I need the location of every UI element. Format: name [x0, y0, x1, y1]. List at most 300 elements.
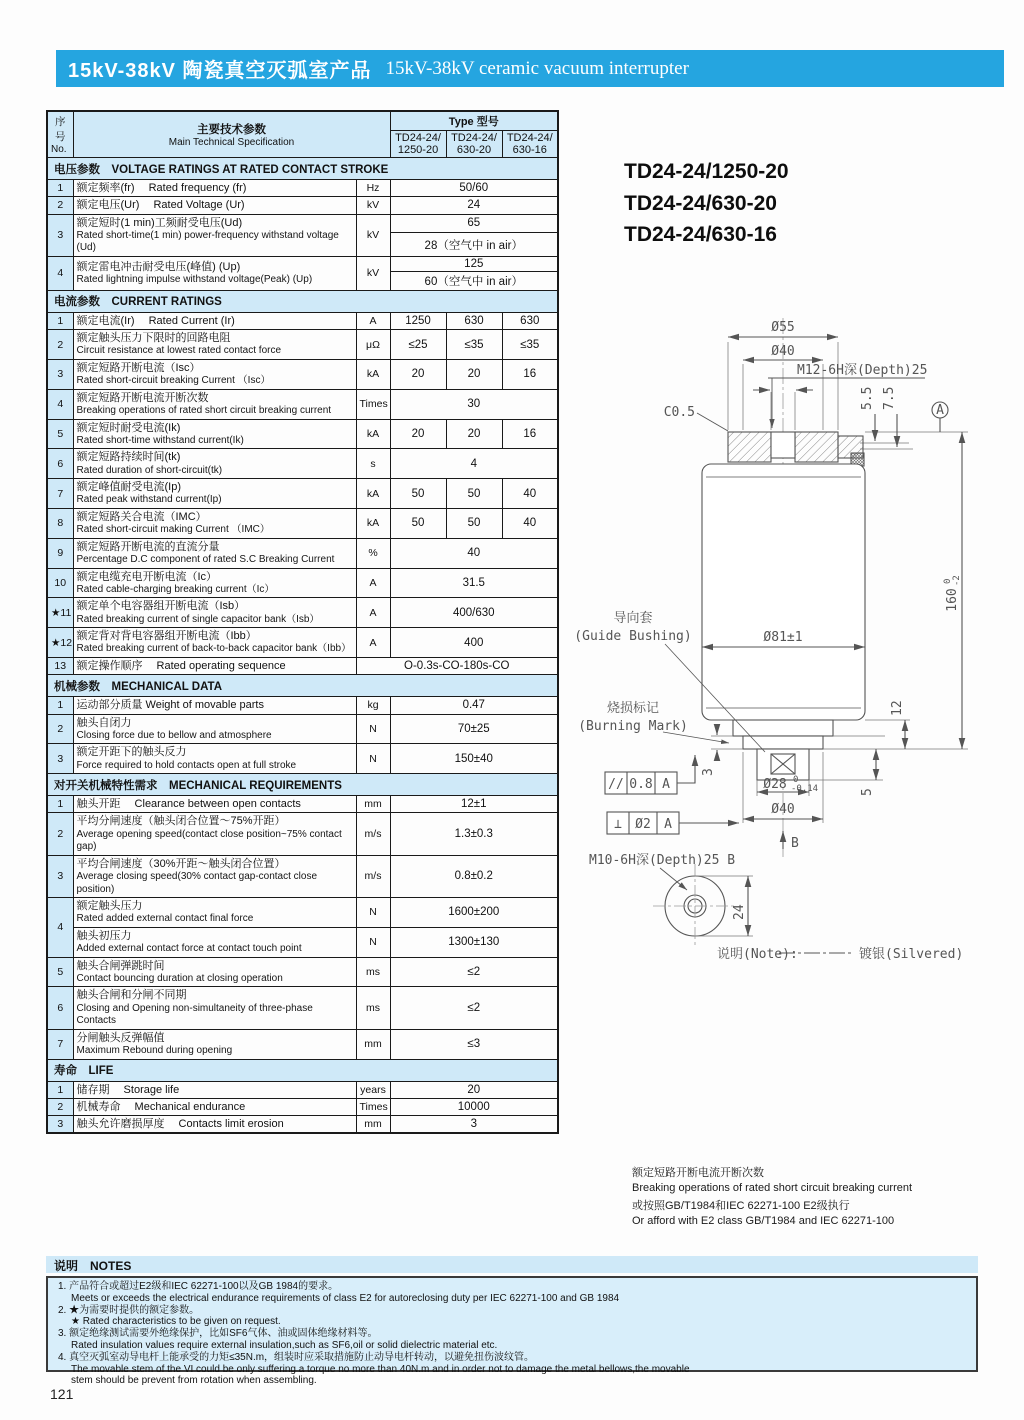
- row-name: [73, 1116, 356, 1134]
- row-unit: kg: [356, 697, 390, 714]
- row-unit: kA: [356, 359, 390, 389]
- banner-title-zh: 15kV-38kV 陶瓷真空灭弧室产品: [68, 60, 372, 82]
- row-name-zh: 触头初压力: [76, 929, 132, 942]
- side-note-line: 额定短路开断电流开断次数: [632, 1167, 764, 1179]
- row-no: 3: [47, 744, 73, 774]
- section-header-row: [47, 774, 558, 796]
- row-no: 1: [47, 697, 73, 714]
- note-line: Meets or exceeds the electrical endurance requirements of class E2 for autoreclosing duty per IEC 62271-100 and GB 1984: [71, 1292, 620, 1304]
- row-name-zh: 平均分闸速度（触头闭合位置～75%开距）: [76, 815, 286, 828]
- model-list: [624, 156, 789, 251]
- section-header-row: [47, 290, 558, 312]
- row-value: 630: [446, 312, 502, 329]
- row-name-zh: 额定单个电容器组开断电流（Isb）: [76, 600, 246, 613]
- table-row: [47, 214, 558, 233]
- row-value: 0.47: [390, 697, 558, 714]
- row-no: 5: [47, 419, 73, 449]
- row-unit: mm: [356, 1116, 390, 1134]
- dim-7-5: 7.5: [882, 386, 897, 410]
- table-row: [47, 256, 558, 271]
- row-no: 2: [47, 1098, 73, 1115]
- row-value: 40: [502, 479, 558, 509]
- row-value: 1.3±0.3: [390, 813, 558, 855]
- dim-dia40-bottom: Ø40: [771, 802, 795, 817]
- header-type-2: [446, 131, 502, 158]
- row-name: [73, 214, 356, 256]
- row-unit: kA: [356, 419, 390, 449]
- row-name-zh: 储存期 Storage life: [76, 1083, 180, 1096]
- note-line: ★ Rated characteristics to be given on request.: [71, 1316, 281, 1328]
- row-name-zh: 额定短时(1 min)工频耐受电压(Ud): [76, 216, 243, 229]
- perpendicularity-value: Ø2: [635, 817, 651, 832]
- row-value: 31.5: [390, 568, 558, 598]
- row-no: 5: [47, 957, 73, 987]
- section-header-row: [47, 675, 558, 697]
- row-name: [73, 449, 356, 479]
- silvered-note-label: 说明(Note):: [717, 947, 798, 962]
- banner-title-en: 15kV-38kV ceramic vacuum interrupter: [385, 57, 689, 79]
- table-row: [47, 389, 558, 419]
- row-no: 2: [47, 714, 73, 744]
- row-no: ★11: [47, 598, 73, 628]
- table-row: [47, 330, 558, 360]
- section-title: 电压参数 VOLTAGE RATINGS AT RATED CONTACT STROKE: [47, 158, 558, 180]
- row-value: 24: [390, 197, 558, 214]
- row-value: 40: [390, 538, 558, 568]
- row-unit: μΩ: [356, 330, 390, 360]
- row-name-zh: 额定雷电冲击耐受电压(峰值) (Up): [76, 260, 241, 273]
- section-title: 对开关机械特性需求 MECHANICAL REQUIREMENTS: [47, 774, 558, 796]
- perpendicularity-datum: A: [664, 817, 672, 832]
- note-line: 4. 真空灭弧室动导电杆上能承受的力矩≤35N.m，组装时应采取措施防止动导电杆转动，以避免扭伤波纹管。: [58, 1351, 535, 1363]
- type2-line2: 630-20: [456, 144, 492, 156]
- row-no: 6: [47, 987, 73, 1029]
- row-value: 40: [502, 508, 558, 538]
- row-name-en: Rated short-circuit breaking Current （Isc）: [76, 375, 271, 387]
- row-value: ≤2: [390, 987, 558, 1029]
- row-value: 70±25: [390, 714, 558, 744]
- row-no: 7: [47, 1029, 73, 1059]
- row-no: 3: [47, 855, 73, 897]
- row-name: [73, 598, 356, 628]
- side-note-line: Breaking operations of rated short circuit breaking current: [632, 1181, 913, 1194]
- table-row: [47, 180, 558, 197]
- row-value: 125: [390, 256, 558, 271]
- section-header-row: [47, 1059, 558, 1081]
- row-name: [73, 744, 356, 774]
- section-title: 机械参数 MECHANICAL DATA: [47, 675, 558, 697]
- table-row: [47, 796, 558, 813]
- row-value: 150±40: [390, 744, 558, 774]
- row-value: 20: [446, 419, 502, 449]
- row-name: [73, 927, 356, 957]
- row-name-zh: 额定短路开断电流的直流分量: [76, 540, 220, 553]
- row-no: 3: [47, 214, 73, 256]
- note-line: The movable stem of the VI could be only suffering a torque no more than 40N.m and in order not to damage the metal bellows,the movable: [71, 1363, 690, 1375]
- row-unit: kV: [356, 197, 390, 214]
- row-no: 1: [47, 796, 73, 813]
- row-name-en: Rated added external contact final force: [76, 913, 254, 925]
- row-name: [73, 697, 356, 714]
- row-name: [73, 1029, 356, 1059]
- table-row: [47, 744, 558, 774]
- row-name-en: Force required to hold contacts open at full stroke: [76, 759, 297, 771]
- row-unit: Hz: [356, 180, 390, 197]
- table-row: [47, 359, 558, 389]
- row-value: 10000: [390, 1098, 558, 1115]
- perpendicularity-symbol: ⊥: [614, 817, 622, 832]
- row-value: 50: [390, 508, 446, 538]
- dim-160-tol-hi: 0: [943, 578, 953, 584]
- row-value: 12±1: [390, 796, 558, 813]
- row-name: [73, 330, 356, 360]
- table-row: [47, 508, 558, 538]
- row-unit: %: [356, 538, 390, 568]
- row-value: 3: [390, 1116, 558, 1134]
- row-no: ★12: [47, 628, 73, 658]
- row-name: [73, 957, 356, 987]
- row-unit: ms: [356, 957, 390, 987]
- type3-line1: TD24-24/: [506, 132, 553, 144]
- type3-line2: 630-16: [512, 144, 547, 156]
- row-name: [73, 796, 356, 813]
- row-value: 16: [502, 419, 558, 449]
- type1-line2: 1250-20: [397, 144, 439, 156]
- row-value: 60（空气中 in air）: [390, 271, 558, 290]
- row-name-zh: 触头合闸和分闸不同期: [76, 989, 187, 1002]
- row-name-en: Rated duration of short-circuit(tk): [76, 464, 223, 476]
- table-row: [47, 898, 558, 928]
- guide-bushing-label-en: (Guide Bushing): [574, 629, 692, 644]
- row-name-zh: 额定频率(fr) Rated frequency (fr): [76, 182, 247, 194]
- section-title: 寿命 LIFE: [47, 1059, 558, 1081]
- row-value: 400: [390, 628, 558, 658]
- row-unit: kA: [356, 479, 390, 509]
- spec-table-wrap: [46, 110, 557, 1134]
- parallelism-datum: A: [662, 777, 670, 792]
- dim-dia28-tol-lo: -0.14: [791, 784, 819, 794]
- row-name-zh: 额定操作顺序 Rated operating sequence: [76, 659, 286, 672]
- row-unit: N: [356, 744, 390, 774]
- silvered-note-value: 镀银(Silvered): [859, 947, 964, 962]
- dim-3: 3: [701, 768, 716, 776]
- table-row: [47, 927, 558, 957]
- table-header-row: [47, 111, 558, 131]
- row-name-en: Added external contact force at contact touch point: [76, 943, 302, 955]
- row-unit: kV: [356, 214, 390, 256]
- table-row: [47, 697, 558, 714]
- table-row: [47, 1081, 558, 1098]
- row-name: [73, 256, 356, 290]
- dim-c05: C0.5: [663, 405, 695, 420]
- row-name-en: Rated breaking current of back-to-back capacitor bank（Ibb）: [76, 643, 352, 655]
- row-name: [73, 389, 356, 419]
- row-unit: A: [356, 628, 390, 658]
- row-name-en: Breaking operations of rated short circuit breaking current: [76, 405, 332, 417]
- row-no: 2: [47, 330, 73, 360]
- row-no: 2: [47, 197, 73, 214]
- row-value: 20: [390, 419, 446, 449]
- row-unit: N: [356, 714, 390, 744]
- row-name-en: Average opening speed(contact close position~75% contact gap): [76, 828, 342, 853]
- row-name: [73, 898, 356, 928]
- type1-line1: TD24-24/: [395, 132, 441, 144]
- row-name-en: Rated breaking current of single capacitor bank（Isb）: [76, 613, 320, 625]
- row-name-zh: 触头允许磨损厚度 Contacts limit erosion: [76, 1118, 284, 1131]
- row-value: 630: [502, 312, 558, 329]
- row-name-zh: 额定短路开断电流（Isc）: [76, 361, 201, 374]
- row-name-zh: 额定短时耐受电流(Ik): [76, 421, 181, 434]
- table-row: [47, 598, 558, 628]
- row-name-zh: 额定短路持续时间(tk): [76, 451, 181, 464]
- row-name-zh: 额定短路关合电流（IMC）: [76, 510, 207, 523]
- note-line: Rated insulation values require external insulation,such as SF6,oil or solid dielectric material etc.: [71, 1339, 498, 1351]
- model-name: TD24-24/1250-20: [624, 160, 789, 183]
- table-row: [47, 628, 558, 658]
- parallelism-symbol: //: [608, 777, 624, 792]
- datum-a-label: A: [936, 403, 944, 418]
- row-name-en: Maximum Rebound during opening: [76, 1045, 233, 1057]
- table-row: [47, 657, 558, 674]
- row-value: 50: [446, 508, 502, 538]
- row-value: 1300±130: [390, 927, 558, 957]
- section-header-row: [47, 158, 558, 180]
- dim-dia81: Ø81±1: [763, 630, 803, 645]
- row-no: 10: [47, 568, 73, 598]
- dim-m12: M12-6H深(Depth)25: [797, 363, 928, 378]
- row-value: 1250: [390, 312, 446, 329]
- row-name-zh: 额定短路开断电流开断次数: [76, 391, 209, 404]
- note-line: 1. 产品符合或超过E2级和IEC 62271-100以及GB 1984的要求。: [58, 1281, 339, 1292]
- row-unit: A: [356, 568, 390, 598]
- row-no: 1: [47, 1081, 73, 1098]
- section-title: 电流参数 CURRENT RATINGS: [47, 290, 558, 312]
- row-value: 65: [390, 214, 558, 233]
- row-name: [73, 1081, 356, 1098]
- dim-m10: M10-6H深(Depth)25 B: [589, 853, 736, 868]
- row-value: 16: [502, 359, 558, 389]
- table-row: [47, 957, 558, 987]
- row-value: 50: [390, 479, 446, 509]
- row-value: ≤3: [390, 1029, 558, 1059]
- model-name: TD24-24/630-20: [624, 191, 777, 215]
- row-unit: mm: [356, 796, 390, 813]
- note-line: 2. ★为需要时提供的额定参数。: [58, 1304, 200, 1316]
- spec-table: [46, 110, 559, 1134]
- row-name: [73, 855, 356, 897]
- table-row: [47, 813, 558, 855]
- row-no: 6: [47, 449, 73, 479]
- row-name: [73, 359, 356, 389]
- row-value: 50/60: [390, 180, 558, 197]
- row-value: 50: [446, 479, 502, 509]
- header-type-1: [390, 131, 446, 158]
- row-name-en: Rated short-time(1 min) power-frequency withstand voltage (Ud): [76, 229, 339, 254]
- row-value: 400/630: [390, 598, 558, 628]
- dim-5-5: 5.5: [860, 386, 875, 410]
- row-unit: kV: [356, 256, 390, 290]
- side-note-line: 或按照GB/T1984和IEC 62271-100 E2级执行: [632, 1200, 850, 1213]
- row-name-zh: 额定电压(Ur) Rated Voltage (Ur): [76, 199, 245, 212]
- dim-160-tol-lo: -2: [952, 575, 962, 586]
- row-value: 30: [390, 389, 558, 419]
- row-no: 9: [47, 538, 73, 568]
- row-no: 4: [47, 898, 73, 958]
- row-unit: N: [356, 927, 390, 957]
- dim-dia40-top: Ø40: [771, 344, 795, 359]
- guide-bushing-label-zh: 导向套: [613, 611, 653, 626]
- row-name-zh: 触头合闸弹跳时间: [76, 959, 165, 972]
- row-name: [73, 312, 356, 329]
- row-unit: s: [356, 449, 390, 479]
- header-no-cell: [47, 111, 73, 158]
- row-name-zh: 额定电流(Ir) Rated Current (Ir): [76, 314, 235, 327]
- note-line: 3. 额定绝缘测试需要外绝缘保护，比如SF6气体、油或固体绝缘材料等。: [58, 1328, 378, 1340]
- table-row: [47, 855, 558, 897]
- row-no: 1: [47, 180, 73, 197]
- dim-12: 12: [890, 700, 905, 716]
- table-row: [47, 449, 558, 479]
- dim-24: 24: [732, 904, 747, 920]
- table-row: [47, 568, 558, 598]
- dim-dia28: Ø28: [763, 777, 787, 792]
- row-value: ≤35: [446, 330, 502, 360]
- dim-dia28-tol-hi: 0: [793, 775, 799, 785]
- row-no: 13: [47, 657, 73, 674]
- burning-mark-label-zh: 烧损标记: [606, 701, 660, 716]
- row-unit: mm: [356, 1029, 390, 1059]
- row-unit: A: [356, 312, 390, 329]
- row-unit: m/s: [356, 855, 390, 897]
- row-value: ≤35: [502, 330, 558, 360]
- row-name-en: Rated lightning impulse withstand voltage(Peak) (Up): [76, 274, 313, 286]
- table-row: [47, 714, 558, 744]
- row-value: 0.8±0.2: [390, 855, 558, 897]
- page-number: 121: [50, 1386, 74, 1402]
- header-type-3: [502, 131, 558, 158]
- dim-5: 5: [860, 788, 875, 796]
- row-name-zh: 平均合闸速度（30%开距～触头闭合位置）: [76, 857, 286, 870]
- row-name-en: Rated cable-charging breaking current（Ic）: [76, 583, 275, 595]
- table-row: [47, 538, 558, 568]
- row-unit: Times: [356, 1098, 390, 1115]
- header-spec-cell: [73, 111, 390, 158]
- row-name: [73, 813, 356, 855]
- row-no: 3: [47, 359, 73, 389]
- dim-dia55: Ø55: [771, 320, 795, 335]
- row-value: 20: [390, 1081, 558, 1098]
- row-name-en: Rated short-time withstand current(Ik): [76, 434, 244, 446]
- row-name-en: Closing and Opening non-simultaneity of three-phase Contacts: [76, 1002, 313, 1027]
- burning-mark-label-en: (Burning Mark): [578, 719, 688, 734]
- row-value: 1600±200: [390, 898, 558, 928]
- row-name: [73, 180, 356, 197]
- table-row: [47, 1098, 558, 1115]
- row-no: 2: [47, 813, 73, 855]
- table-row: [47, 312, 558, 329]
- row-name-zh: 额定电缆充电开断电流（Ic）: [76, 570, 218, 583]
- row-unit: A: [356, 598, 390, 628]
- row-name: [73, 419, 356, 449]
- header-spec-en: Main Technical Specification: [168, 137, 295, 148]
- row-unit: years: [356, 1081, 390, 1098]
- row-value: ≤25: [390, 330, 446, 360]
- row-name-en: Closing force due to bellow and atmosphere: [76, 729, 272, 741]
- side-note-line: Or afford with E2 class GB/T1984 and IEC 62271-100: [632, 1214, 895, 1227]
- row-name: [73, 628, 356, 658]
- row-name-zh: 额定触头压力下限时的回路电阻: [76, 332, 231, 345]
- table-row: [47, 197, 558, 214]
- table-row: [47, 1116, 558, 1134]
- parallelism-value: 0.8: [629, 777, 653, 792]
- row-name-en: Rated short-circuit making Current （IMC）: [76, 524, 270, 536]
- row-name-en: Average closing speed(30% contact gap-contact close position): [76, 871, 318, 895]
- table-row: [47, 1029, 558, 1059]
- type2-line1: TD24-24/: [451, 132, 497, 144]
- header-type-label: Type 型号: [390, 111, 558, 131]
- row-name: [73, 479, 356, 509]
- row-name: [73, 657, 356, 674]
- row-unit: m/s: [356, 813, 390, 855]
- row-no: 7: [47, 479, 73, 509]
- row-name-en: Rated peak withstand current(Ip): [76, 494, 222, 506]
- breaking-operations-note: [632, 1166, 912, 1228]
- table-row: [47, 987, 558, 1029]
- header-no-en: No.: [51, 144, 67, 155]
- header-spec-zh: 主要技术参数: [197, 124, 266, 136]
- technical-drawing: [565, 312, 1015, 972]
- notes-section-title: 说明 NOTES: [46, 1256, 978, 1273]
- row-no: 3: [47, 1116, 73, 1134]
- row-value: ≤2: [390, 957, 558, 987]
- row-name: [73, 987, 356, 1029]
- table-row: [47, 479, 558, 509]
- row-name: [73, 714, 356, 744]
- row-name: [73, 568, 356, 598]
- row-name-zh: 额定峰值耐受电流(Ip): [76, 481, 181, 494]
- dim-160: 160: [945, 588, 960, 612]
- row-unit: ms: [356, 987, 390, 1029]
- row-unit: Times: [356, 389, 390, 419]
- row-no: 4: [47, 389, 73, 419]
- row-value: 28（空气中 in air）: [390, 233, 558, 257]
- row-name-en: Percentage D.C component of rated S.C Breaking Current: [76, 554, 335, 566]
- row-name-zh: 机械寿命 Mechanical endurance: [76, 1100, 246, 1113]
- row-name-zh: 运动部分质量 Weight of movable parts: [76, 699, 264, 712]
- row-name: [73, 538, 356, 568]
- row-name-zh: 额定触头压力: [76, 900, 143, 913]
- row-name-en: Circuit resistance at lowest rated contact force: [76, 345, 282, 357]
- row-value: 4: [390, 449, 558, 479]
- page-banner: [56, 50, 1004, 87]
- section-b-label: B: [791, 836, 799, 851]
- row-name: [73, 1098, 356, 1115]
- row-unit: kA: [356, 508, 390, 538]
- row-no: 8: [47, 508, 73, 538]
- row-unit: N: [356, 898, 390, 928]
- row-no: 1: [47, 312, 73, 329]
- row-value: O-0.3s-CO-180s-CO: [356, 657, 558, 674]
- row-name-zh: 触头自闭力: [76, 716, 132, 729]
- row-name-zh: 触头开距 Clearance between open contacts: [76, 798, 301, 811]
- notes-box: [46, 1276, 978, 1387]
- row-value: 20: [446, 359, 502, 389]
- row-no: 4: [47, 256, 73, 290]
- row-value: 20: [390, 359, 446, 389]
- row-name-en: Contact bouncing duration at closing operation: [76, 972, 283, 984]
- row-name: [73, 197, 356, 214]
- row-name-zh: 额定背对背电容器组开断电流（Ibb）: [76, 630, 257, 643]
